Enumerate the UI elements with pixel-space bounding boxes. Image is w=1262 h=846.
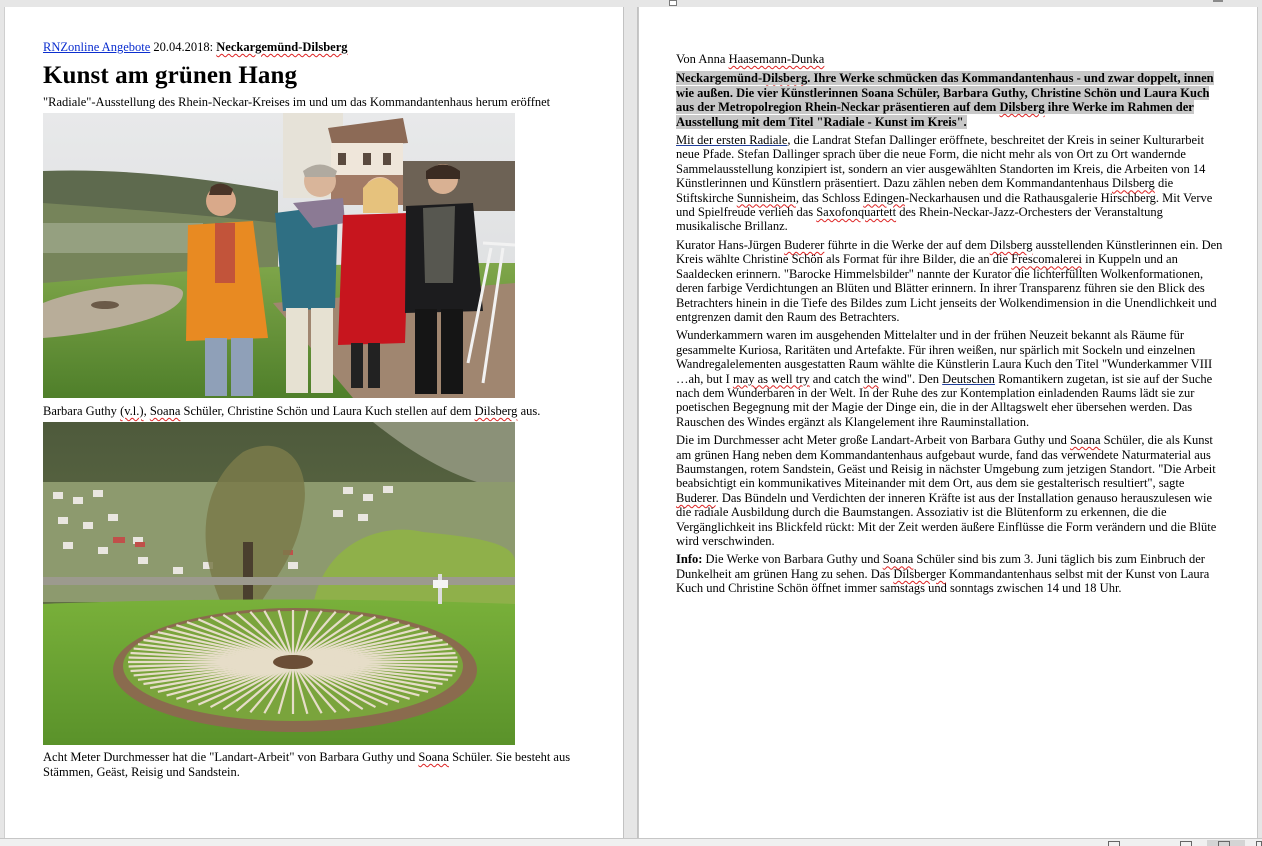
- caption-text-spellcheck: Soana: [149, 404, 181, 418]
- lead-text-spellcheck: Dilsberg: [762, 71, 808, 86]
- body-paragraph-3: [676, 328, 1224, 429]
- body-text-spellcheck: Dilsberg: [1111, 176, 1155, 191]
- info-paragraph: [676, 552, 1224, 595]
- body-text: ausstellenden Künstlerinnen ein. Den Kreis wählte Christine Schön als Format für ihre Bilder, die an die: [676, 237, 1223, 267]
- focus-mode-icon[interactable]: [1108, 841, 1120, 846]
- body-text: des Rhein-Neckar-Jazz-Orchesters der Veranstaltung musikalische Brillanz.: [676, 205, 1163, 234]
- caption-text-spellcheck: Soana: [418, 750, 449, 764]
- web-layout-icon[interactable]: [1256, 841, 1262, 846]
- landart-photo[interactable]: [43, 422, 515, 745]
- group-photo-image: [43, 113, 515, 398]
- body-text: and catch: [809, 371, 864, 386]
- byline: [676, 52, 1224, 66]
- body-text-spellcheck: Buderer: [676, 490, 716, 505]
- caption-text-spellcheck: (v.l.): [120, 404, 144, 418]
- article-meta-line: [43, 40, 348, 55]
- photo-caption-2: [43, 750, 588, 780]
- lead-text: ihre Werke im Rahmen der Ausstellung mit dem Titel "Radiale - Kunst im Kreis".: [676, 100, 1194, 129]
- article-headline: Kunst am grünen Hang: [43, 62, 298, 89]
- body-text: -Neckarhausen und die Rathausgalerie Hirschberg. Mit Verve und Spielfreude verlieh das: [676, 190, 1213, 220]
- body-text: in Kuppeln und an Saaldecken erinnern. "Barocke Himmelsbilder" nannte der Kurator die lichterfüllten Wolkenformationen, deren farbige Verdichtungen an Blüten und Blätter erinnern. In ihrer Transparenz führen sie den Blick des Betrachters hinein in die Tiefe des Bildes zum Licht jenseits der Wolkendimension in die Unendlichkeit und entgrenzen damit den Raum des Betrachters.: [676, 252, 1217, 324]
- body-text-spellcheck: Soana: [882, 552, 914, 567]
- body-text: Wunderkammern waren im ausgehenden Mittelalter und in der frühen Neuzeit bekannt als Räume für gesammelte Kuriosa, Raritäten und Artefakte. Für ihren weißen, nur spärlich mit Sockeln und einzelnen Wandregalelementen ausgestatten Raum wählte die Künstlerin Laura Kuch den Titel "Wunderkammer VIII …ah, but I: [676, 328, 1213, 386]
- body-text: Kurator Hans-Jürgen: [676, 237, 785, 252]
- caption-text: Schüler. Sie besteht aus Stämmen, Geäst, Reisig und Sandstein.: [43, 750, 571, 779]
- body-text: , die Landrat Stefan Dallinger eröffnete, beschreitet der Kreis in seiner Kulturarbeit neue Pfade. Stefan Dallinger sprach über die neue Form, die nicht mehr als von Ort zu Ort wandernde Sammelausstellung konzipiert ist, sondern an vier ausgewählten Standorten im Kreis, die Arbeiten von 14 Künstlerinnen und Künstlern präsentiert. Dazu zählen neben dem Kommandantenhaus: [676, 133, 1206, 191]
- caption-text: Schüler, Christine Schön und Laura Kuch stellen auf dem: [180, 404, 475, 418]
- body-text: , das Schloss: [795, 190, 864, 205]
- body-text-spellcheck: Dilsberg: [989, 237, 1033, 252]
- source-link[interactable]: RNZonline Angebote: [43, 40, 151, 54]
- document-page-1[interactable]: [4, 7, 624, 838]
- caption-text-spellcheck: Dilsberg: [474, 404, 518, 418]
- lead-text: Neckargemünd-: [676, 71, 763, 86]
- article-body[interactable]: [676, 52, 1224, 600]
- article-subheadline: "Radiale"-Ausstellung des Rhein-Neckar-Kreises im und um das Kommandantenhaus herum eröffnet: [43, 95, 551, 109]
- body-text: führte in die Werke der auf dem: [824, 237, 990, 252]
- info-label: Info:: [676, 552, 703, 567]
- body-text-grammar: Deutschen: [942, 371, 995, 386]
- body-paragraph-1: [676, 133, 1224, 234]
- body-text-spellcheck: Sunnisheim: [736, 190, 796, 205]
- body-text-spellcheck: Dilsberger: [893, 566, 946, 581]
- landart-photo-image: [43, 422, 515, 745]
- body-text: Schüler, die als Kunst am grünen Hang neben dem Kommandantenhaus aufgebaut wurde, fand das verwendete Naturmaterial aus Baumstangen, rotem Sandstein, Geäst und Reisig in nächster Umgebung zum jetzigen Standort. "Die Arbeit beabsichtigt ein kommunikatives Miteinander mit dem Ort, aus dem sie gestalterisch resultiert", sagte: [676, 433, 1216, 491]
- radial-installation: [113, 608, 477, 732]
- lead-paragraph: [676, 71, 1224, 129]
- body-text-spellcheck: Edingen: [863, 190, 905, 205]
- body-text-spellcheck: the: [863, 371, 879, 386]
- horizontal-ruler: [0, 0, 1262, 6]
- group-photo[interactable]: [43, 113, 515, 398]
- page-gap: [623, 7, 638, 838]
- article-date: 20.04.2018:: [153, 40, 214, 54]
- ruler-right-marker-icon[interactable]: [1213, 0, 1223, 2]
- body-text: Die im Durchmesser acht Meter große Landart-Arbeit von Barbara Guthy und: [676, 433, 1070, 448]
- caption-text: Barbara Guthy: [43, 404, 121, 418]
- body-text-spellcheck: may as well try: [732, 371, 810, 386]
- caption-text: Acht Meter Durchmesser hat die "Landart-Arbeit" von Barbara Guthy und: [43, 750, 419, 764]
- body-text: . Das Bündeln und Verdichten der inneren Kräfte ist aus der Installation genauso herauszulesen wie die radiale Ausbildung durch die Baumstangen. Assoziativ ist die Blütenform zu erkennen, die die Vergänglichkeit ins Blickfeld rückt: Mit der Zeit werden äußere Einflüsse die Form verändern und die Blüte wird verschwinden.: [676, 490, 1217, 548]
- body-paragraph-4: [676, 433, 1224, 548]
- body-text: Die Werke von Barbara Guthy und: [702, 552, 883, 567]
- body-text-spellcheck: Saxofonquartett: [816, 205, 897, 220]
- body-text: Kommandantenhaus selbst mit der Kunst von Laura Kuch und Christine Schön öffnet immer samstags und sonntags zwischen 14 und 18 Uhr.: [676, 566, 1210, 596]
- ruler-indent-marker-icon[interactable]: [669, 0, 677, 6]
- body-text: Romantikern zugetan, ist sie auf der Suche nach dem Wunderbaren in der Welt. In der Ruhe des zur Kontemplation einladenden Raums lädt sie zur poetischen Begegnung mit der Magie der Dinge ein, die in der Alltagswelt eher übersehen werden. Das Rauschen des Windes ergänzt als Klangelement ihre Rauminstallation.: [676, 371, 1213, 429]
- photo-caption-1: [43, 404, 540, 419]
- body-text: die Stiftskirche: [676, 176, 1174, 205]
- caption-text: ,: [143, 404, 150, 418]
- body-text-spellcheck: Soana: [1069, 433, 1101, 448]
- body-text-spellcheck: Buderer: [784, 237, 825, 252]
- lead-text: Schüler, Barbara Guthy, Christine Schön und Laura Kuch aus der Metropolregion Rhein-Neckar präsentieren auf dem: [676, 85, 1210, 115]
- print-layout-icon[interactable]: [1218, 841, 1230, 846]
- body-text-spellcheck: Frescomalerei: [1011, 252, 1082, 267]
- read-mode-icon[interactable]: [1180, 841, 1192, 846]
- lead-text: . Ihre Werke schmücken das Kommandantenhaus - und zwar doppelt, innen wie außen. Die vier Künstlerinnen: [676, 71, 1214, 100]
- body-text: Schüler sind bis zum 3. Juni täglich bis zum Einbruch der Dunkelheit am grünen Hang zu sehen. Das: [676, 552, 1205, 581]
- body-hyperlink[interactable]: Mit der ersten Radiale: [676, 133, 788, 148]
- byline-author: Haasemann-Dunka: [728, 52, 825, 66]
- lead-text-spellcheck: Dilsberg: [999, 100, 1045, 115]
- body-paragraph-2: [676, 238, 1224, 324]
- lead-text-spellcheck: Soana: [861, 85, 894, 100]
- byline-prefix: Von Anna: [676, 52, 729, 66]
- article-location: Neckargemünd-Dilsberg: [216, 40, 348, 54]
- document-page-2[interactable]: [638, 7, 1258, 838]
- caption-text: aus.: [517, 404, 541, 418]
- body-text: wind". Den: [878, 371, 943, 386]
